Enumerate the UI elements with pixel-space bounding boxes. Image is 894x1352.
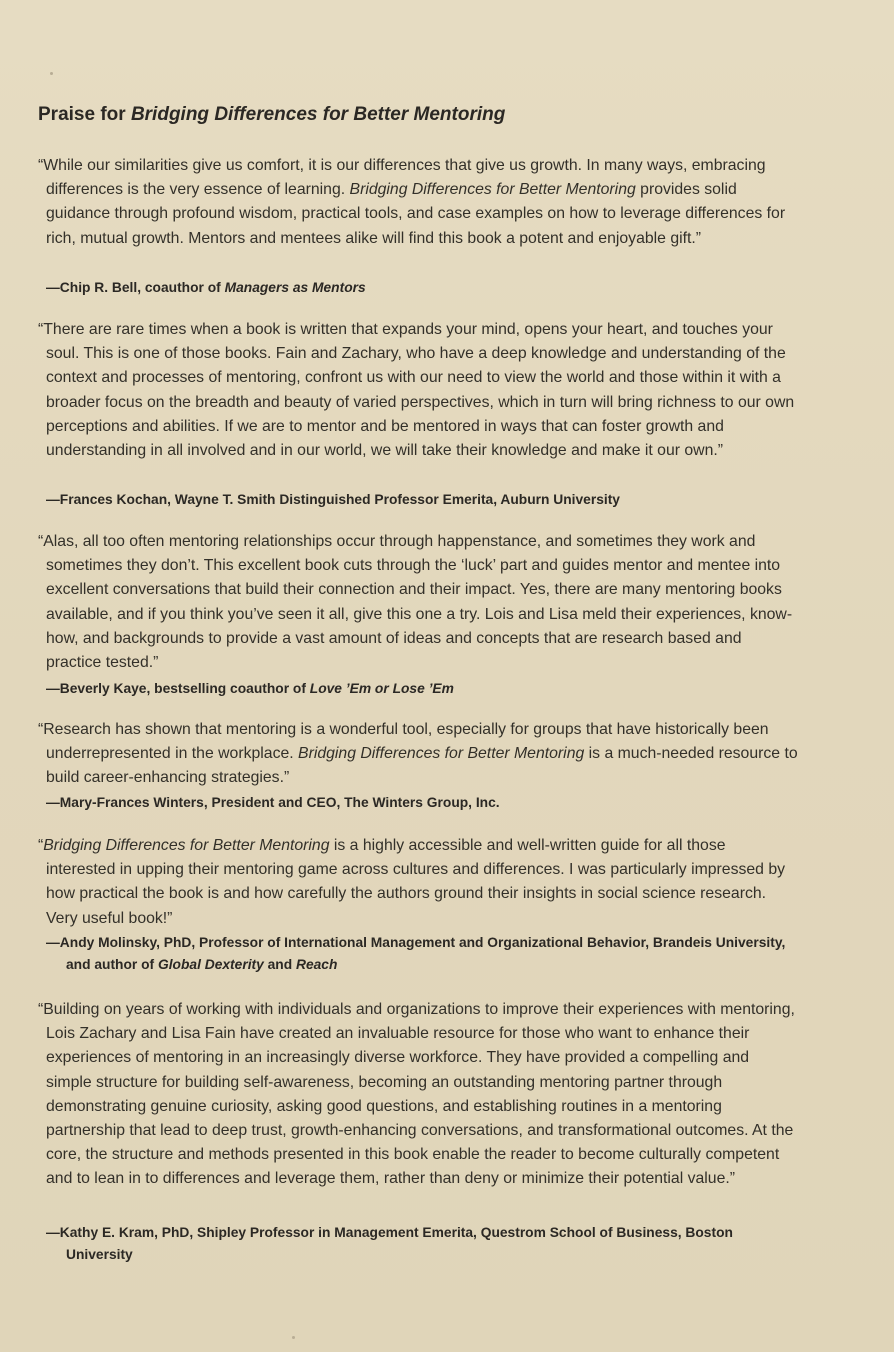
attribution-italic-title: Global Dexterity: [157, 957, 264, 972]
attribution-text: —Kathy E. Kram, PhD, Shipley Professor in Management Emerita, Questrom School of Business, Boston University: [46, 1225, 733, 1262]
quote-text: “Alas, all too often mentoring relationships occur through happenstance, and sometimes they work and sometimes they don’t. This excellent book cuts through the ‘luck’ part and guides mentor and mentee into excellent conversations that build their connection and their impact. Yes, there are many mentoring books available, and if you think you’ve seen it all, give this one a try. Lois and Lisa meld their experiences, know-how, and backgrounds to provide a vast amount of ideas and concepts that are research based and practice tested.”: [38, 533, 793, 672]
attribution-text: —Frances Kochan, Wayne T. Smith Distinguished Professor Emerita, Auburn University: [46, 492, 620, 507]
attribution-text: —Mary-Frances Winters, President and CEO, The Winters Group, Inc.: [46, 795, 500, 810]
quote-text: is a highly accessible and well-written guide for all those interested in upping their mentoring game across cultures and differences. I was particularly impressed by how practical the book is and how carefully the authors ground their insights in social science research. Very useful book!”: [46, 837, 786, 927]
testimonial-quote: [38, 718, 798, 791]
attribution-italic-title: Reach: [296, 957, 338, 972]
quote-text: “While our similarities give us comfort, it is our differences that give us growth. In many ways, embracing differences is the very essence of learning.: [38, 157, 766, 199]
attribution-text: —Andy Molinsky, PhD, Professor of International Management and Organizational Behavior, Brandeis University, and author of: [46, 935, 786, 972]
testimonial-attribution: [46, 489, 786, 511]
book-title: Bridging Differences for Better Mentoring: [130, 104, 506, 125]
testimonial-quote: [38, 834, 798, 931]
quote-text: is a much-needed resource to build career-enhancing strategies.”: [46, 745, 798, 787]
attribution-italic-title: Love ’Em or Lose ’Em: [309, 681, 454, 696]
page-title: [38, 104, 505, 126]
attribution-text: —Beverly Kaye, bestselling coauthor of: [46, 681, 310, 696]
testimonial-quote: [38, 998, 798, 1192]
quote-text: “There are rare times when a book is written that expands your mind, opens your heart, and touches your soul. This is one of those books. Fain and Zachary, who have a deep knowledge and understanding of the context and processes of mentoring, confront us with our need to view the world and those within it with a broader focus on the breadth and beauty of varied perspectives, which in turn will bring richness to our own perceptions and abilities. If we are to mentor and be mentored in ways that can foster growth and understanding in all involved and in our world, we will take their knowledge and make it our own.”: [38, 321, 795, 460]
testimonial-attribution: [46, 1222, 786, 1266]
testimonial-attribution: [46, 792, 786, 814]
testimonial-quote: [38, 530, 798, 675]
testimonial-attribution: [46, 932, 786, 976]
quote-text: “Research has shown that mentoring is a wonderful tool, especially for groups that have historically been underrepresented in the workplace.: [38, 721, 769, 763]
quote-italic-title: Bridging Differences for Better Mentoring: [349, 181, 636, 199]
attribution-italic-title: Managers as Mentors: [224, 280, 366, 295]
quote-text: “Building on years of working with individuals and organizations to improve their experiences with mentoring, Lois Zachary and Lisa Fain have created an invaluable resource for those who want to enhance their experiences of mentoring in an increasingly diverse workforce. They have provided a compelling and simple structure for building self-awareness, becoming an outstanding mentoring partner through demonstrating genuine curiosity, asking good questions, and establishing routines in a mentoring partnership that lead to deep trust, growth-enhancing conversations, and transformational outcomes. At the core, the structure and methods presented in this book enable the reader to become culturally competent and to lean in to differences and leverage them, rather than deny or minimize their potential value.”: [38, 1001, 795, 1188]
testimonial-attribution: [46, 678, 786, 700]
testimonial-quote: [38, 154, 798, 251]
testimonial-attribution: [46, 277, 786, 299]
attribution-text: and: [263, 957, 296, 972]
attribution-text: —Chip R. Bell, coauthor of: [46, 280, 225, 295]
title-prefix: Praise for: [38, 104, 131, 125]
testimonial-quote: [38, 318, 798, 463]
paper-speck: [50, 72, 53, 75]
quote-text: “: [38, 837, 44, 854]
quote-text: provides solid guidance through profound wisdom, practical tools, and case examples on how to leverage differences for rich, mutual growth. Mentors and mentees alike will find this book a potent and enjoyable gift.”: [46, 181, 786, 247]
quote-italic-title: Bridging Differences for Better Mentoring: [298, 745, 585, 763]
paper-speck: [292, 1336, 295, 1339]
quote-italic-title: Bridging Differences for Better Mentoring: [43, 837, 330, 854]
